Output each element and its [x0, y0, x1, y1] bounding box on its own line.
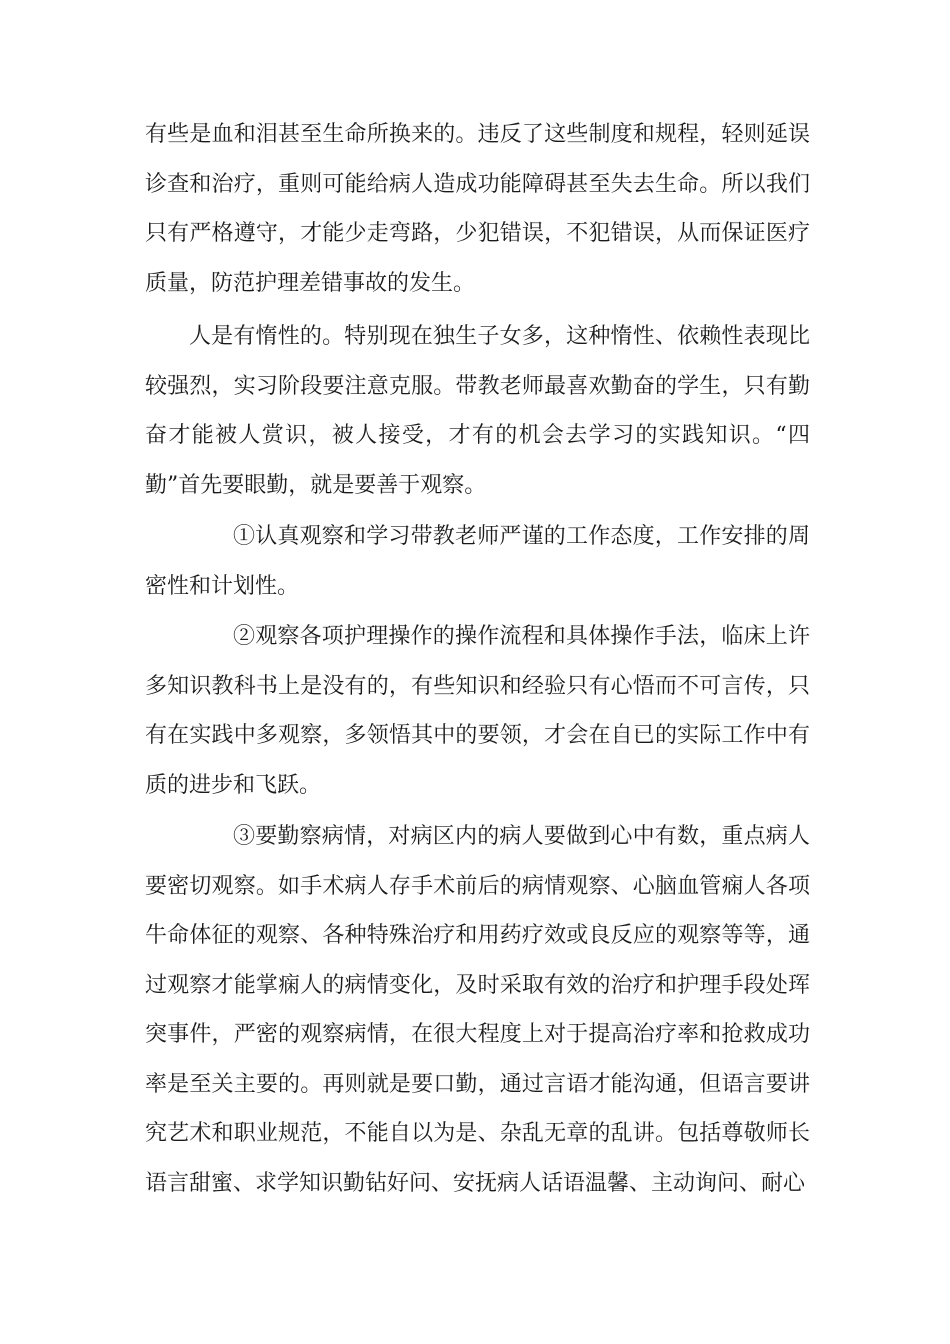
- paragraph-four-diligences-intro: 人是有惰性的。特别现在独生子女多，这种惰性、依赖性表现比较强烈，实习阶段要注意克服。带教老师最喜欢勤奋的学生，只有勤奋才能被人赏识，被人接受，才有的机会去学习的实践知识。“四勤”首先要眼勤，就是要善于观察。: [145, 324, 810, 498]
- paragraph-point-2: ②观察各项护理操作的操作流程和具体操作手法，临床上许多知识教科书上是没有的，有些知识和经验只有心悟而不可言传，只有在实践中多观察，多领悟其中的要领，才会在自已的实际工作中有质的进步和飞跃。: [145, 624, 810, 798]
- paragraph-point-1: ①认真观察和学习带教老师严谨的工作态度，工作安排的周密性和计划性。: [145, 524, 810, 599]
- paragraph-point-3: ③要勤察病情，对病区内的病人要做到心中有数，重点病人要密切观察。如手术病人存手术前后的病情观察、心脑血管痫人各项牛命体征的观察、各种特殊治疗和用药疗效或良反应的观察等等，通过观察才能掌痫人的病情变化，及时采取有效的治疗和护理手段处珲突事件，严密的观察病情，在很大程度上对于提高治疗率和抢救成功率是至关主要的。再则就是要口勤，通过言语才能沟通，但语言要讲究艺术和职业规范，不能自以为是、杂乱无章的乱讲。包括尊敬师长语言甜蜜、求学知识勤钻好问、安抚病人话语温馨、主动询问、耐心: [145, 824, 810, 1196]
- paragraph-rules-consequences: 有些是血和泪甚至生命所换来的。违反了这些制度和规程，轻则延误诊查和治疗，重则可能给病人造成功能障碍甚至失去生命。所以我们只有严格遵守，才能少走弯路，少犯错误，不犯错误，从而保证医疗质量，防范护理差错事故的发生。: [145, 122, 810, 296]
